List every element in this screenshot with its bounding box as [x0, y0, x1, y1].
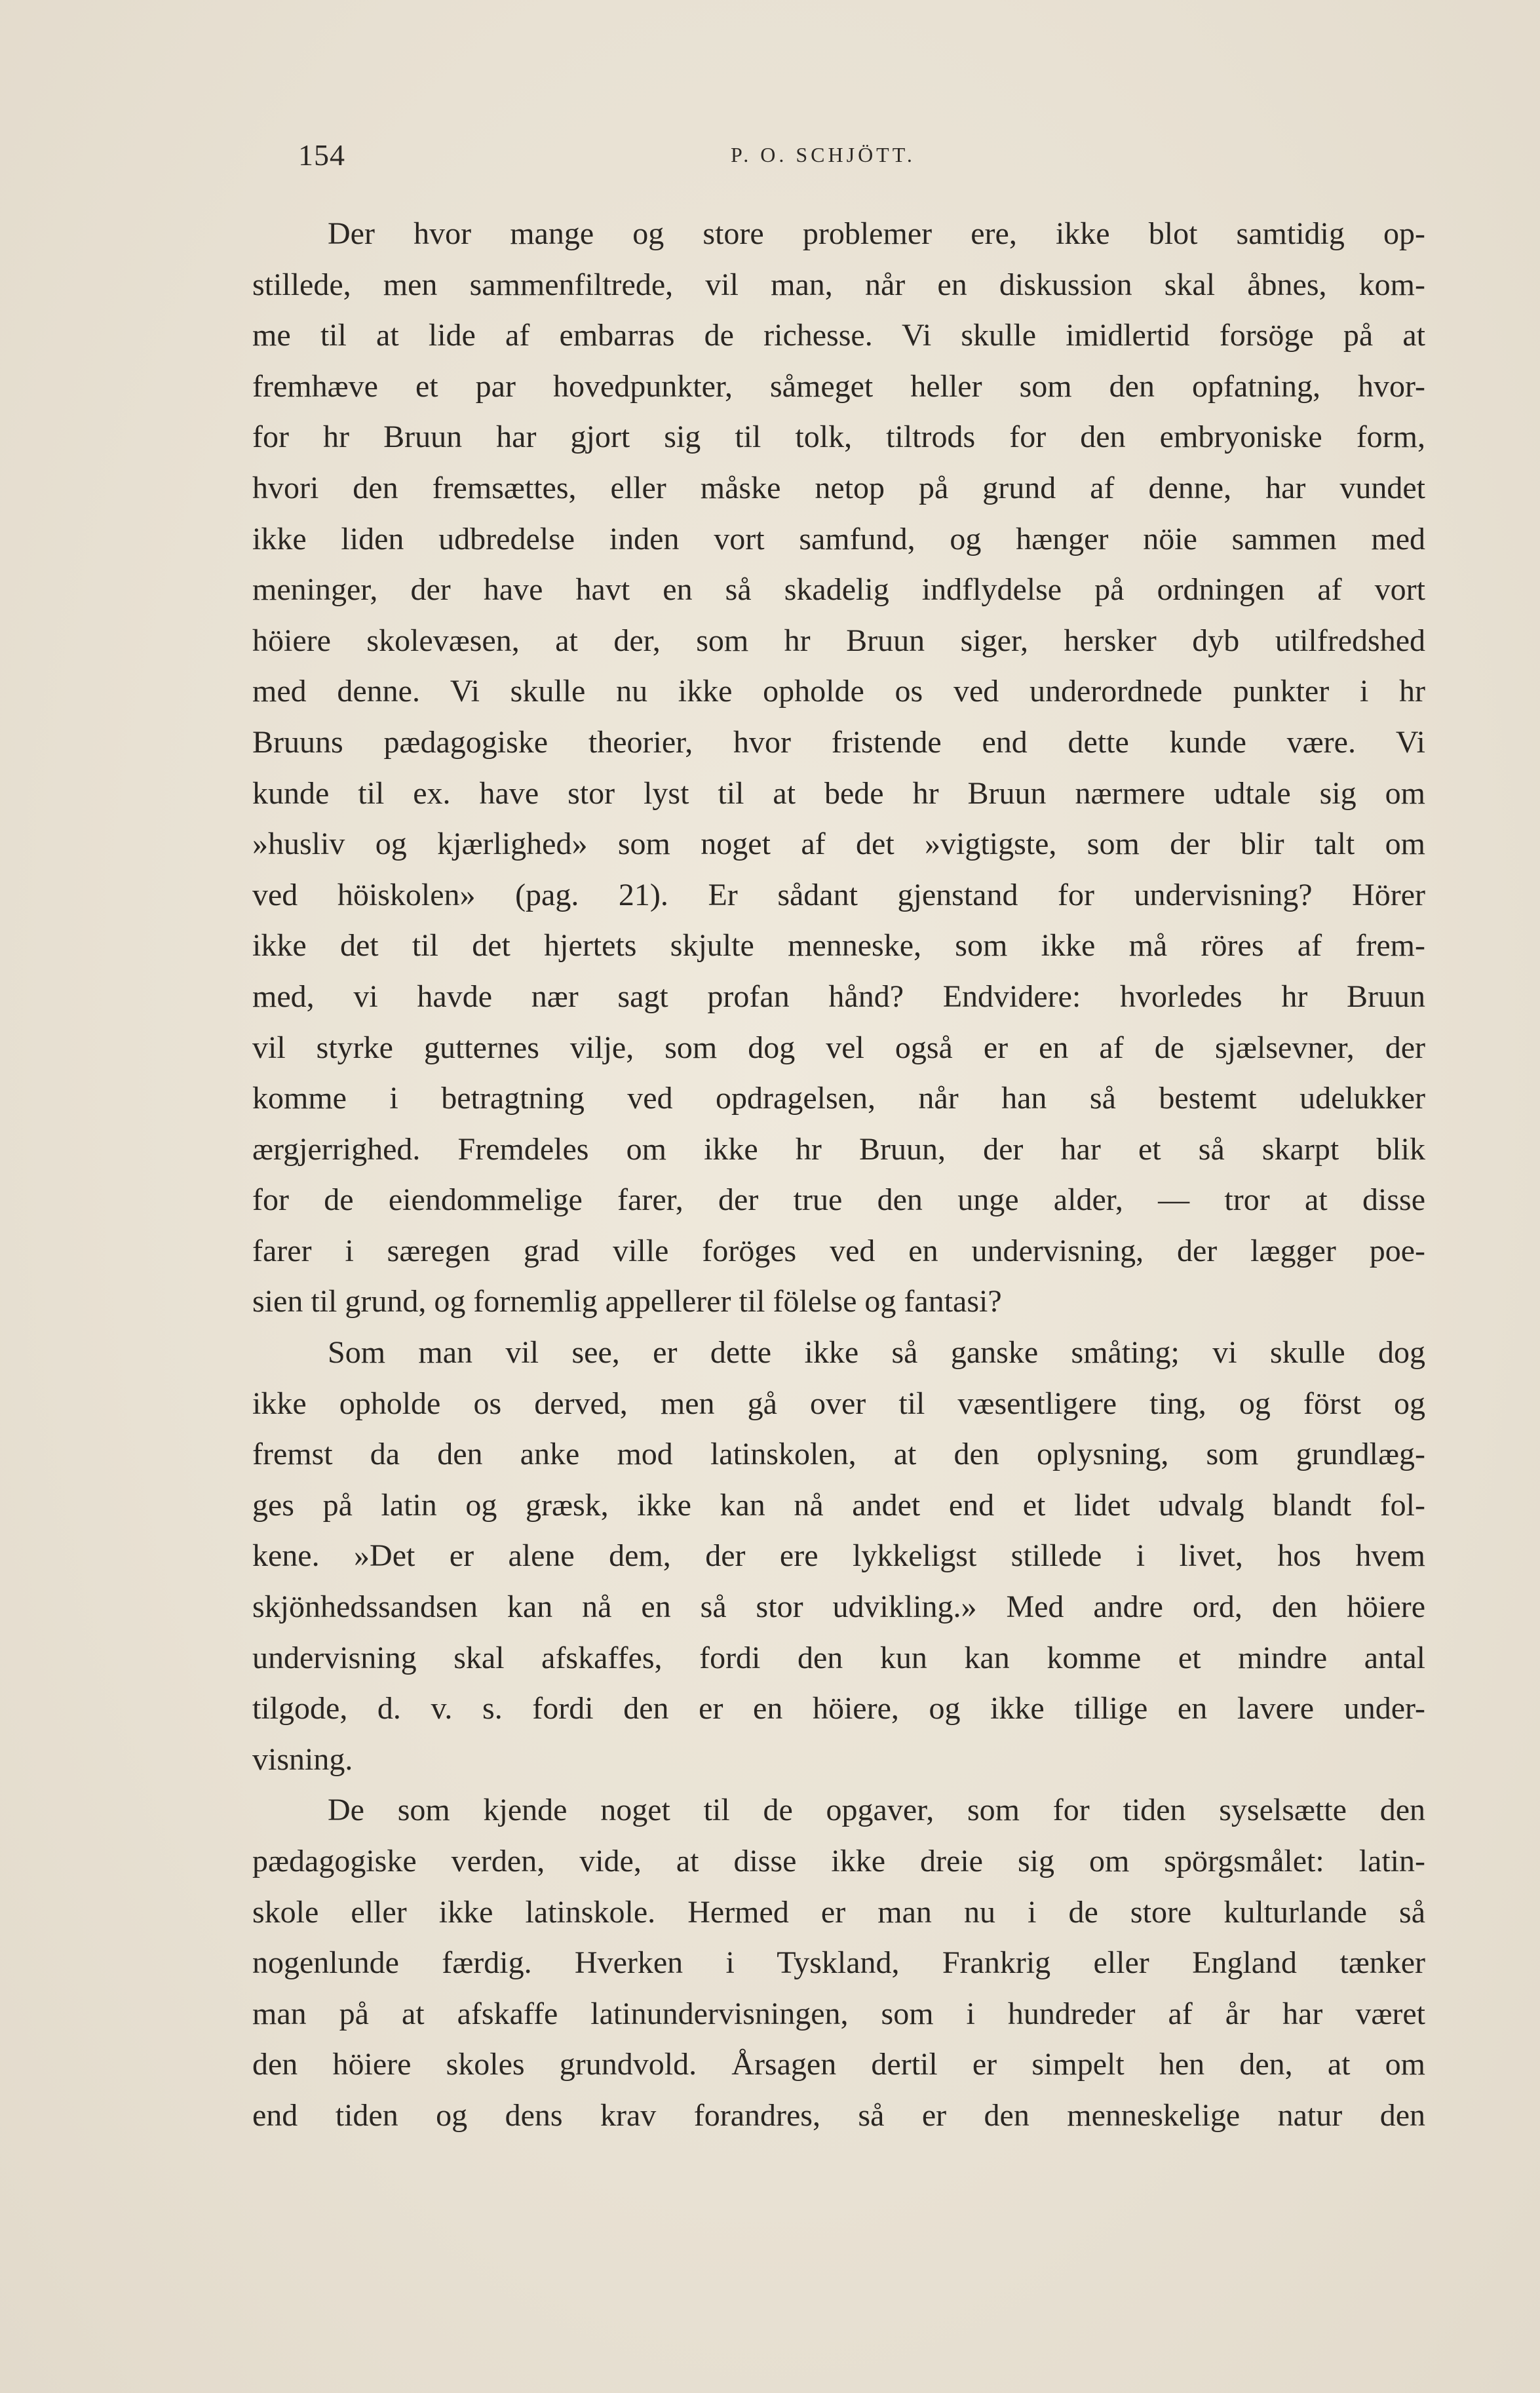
text-line: vil styrke gutternes vilje, som dog vel også er en af de sjælsevner, der [252, 1030, 1425, 1065]
text-line: farer i særegen grad ville foröges ved en undervisning, der lægger poe- [252, 1233, 1425, 1268]
running-head: P. O. SCHJÖTT. [731, 143, 915, 166]
text-line: stillede, men sammenfiltrede, vil man, når en diskussion skal åbnes, kom- [252, 267, 1425, 302]
text-line: man på at afskaffe latinundervisningen, som i hundreder af år har været [252, 1996, 1425, 2031]
text-line: Der hvor mange og store problemer ere, ikke blot samtidig op- [328, 216, 1425, 251]
text-line: ved höiskolen» (pag. 21). Er sådant gjenstand for undervisning? Hörer [252, 877, 1425, 912]
text-line: ikke opholde os derved, men gå over til væsentligere ting, og först og [252, 1386, 1425, 1421]
text-line: hvori den fremsættes, eller måske netop på grund af denne, har vundet [252, 470, 1425, 505]
text-line: visning. [252, 1741, 353, 1777]
text-line: ges på latin og græsk, ikke kan nå andet end et lidet udvalg blandt fol- [252, 1487, 1425, 1523]
page-header [252, 138, 1425, 184]
text-line: meninger, der have havt en så skadelig indflydelse på ordningen af vort [252, 572, 1425, 608]
body-text [252, 208, 1425, 2141]
text-line: kene. »Det er alene dem, der ere lykkeligst stillede i livet, hos hvem [252, 1538, 1425, 1574]
text-line: höiere skolevæsen, at der, som hr Bruun siger, hersker dyb utilfredshed [252, 623, 1425, 658]
text-line: Bruuns pædagogiske theorier, hvor fristende end dette kunde være. Vi [252, 724, 1425, 760]
text-line: fremst da den anke mod latinskolen, at den oplysning, som grundlæg- [252, 1437, 1425, 1472]
text-line: for de eiendommelige farer, der true den unge alder, — tror at disse [252, 1182, 1425, 1218]
text-line: »husliv og kjærlighed» som noget af det »vigtigste, som der blir talt om [252, 827, 1425, 862]
text-line: Som man vil see, er dette ikke så ganske småting; vi skulle dog [328, 1335, 1425, 1371]
page-number: 154 [298, 138, 345, 172]
text-line: den höiere skoles grundvold. Årsagen dertil er simpelt hen den, at om [252, 2047, 1425, 2082]
text-line: med denne. Vi skulle nu ikke opholde os ved underordnede punkter i hr [252, 674, 1425, 709]
text-line: nogenlunde færdig. Hverken i Tyskland, Frankrig eller England tænker [252, 1945, 1425, 1981]
text-line: ikke det til det hjertets skjulte menneske, som ikke må röres af frem- [252, 928, 1425, 963]
paragraph [252, 1785, 1425, 2141]
text-line: me til at lide af embarras de richesse. Vi skulle imidlertid forsöge på at [252, 318, 1425, 353]
text-line: end tiden og dens krav forandres, så er den menneskelige natur den [252, 2097, 1425, 2133]
text-line: fremhæve et par hovedpunkter, såmeget heller som den opfatning, hvor- [252, 368, 1425, 404]
paragraph [252, 1327, 1425, 1785]
text-line: skole eller ikke latinskole. Hermed er man nu i de store kulturlande så [252, 1894, 1425, 1930]
text-line: sien til grund, og fornemlig appellerer til fölelse og fantasi? [252, 1284, 1002, 1319]
text-line: med, vi havde nær sagt profan hånd? Endvidere: hvorledes hr Bruun [252, 979, 1425, 1014]
paragraph [252, 208, 1425, 1327]
text-line: pædagogiske verden, vide, at disse ikke dreie sig om spörgsmålet: latin- [252, 1844, 1425, 1878]
text-line: skjönhedssandsen kan nå en så stor udvikling.» Med andre ord, den höiere [252, 1589, 1425, 1625]
text-line: for hr Bruun har gjort sig til tolk, tiltrods for den embryoniske form, [252, 419, 1425, 455]
text-line: ikke liden udbredelse inden vort samfund, og hænger nöie sammen med [252, 521, 1425, 556]
text-line: undervisning skal afskaffes, fordi den kun kan komme et mindre antal [252, 1640, 1425, 1675]
text-line: tilgode, d. v. s. fordi den er en höiere, og ikke tillige en lavere under- [252, 1691, 1425, 1726]
text-line: De som kjende noget til de opgaver, som for tiden syselsætte den [328, 1793, 1425, 1828]
text-line: kunde til ex. have stor lyst til at bede hr Bruun nærmere udtale sig om [252, 775, 1425, 811]
text-line: komme i betragtning ved opdragelsen, når han så bestemt udelukker [252, 1081, 1425, 1116]
text-line: ærgjerrighed. Fremdeles om ikke hr Bruun, der har et så skarpt blik [252, 1131, 1425, 1167]
